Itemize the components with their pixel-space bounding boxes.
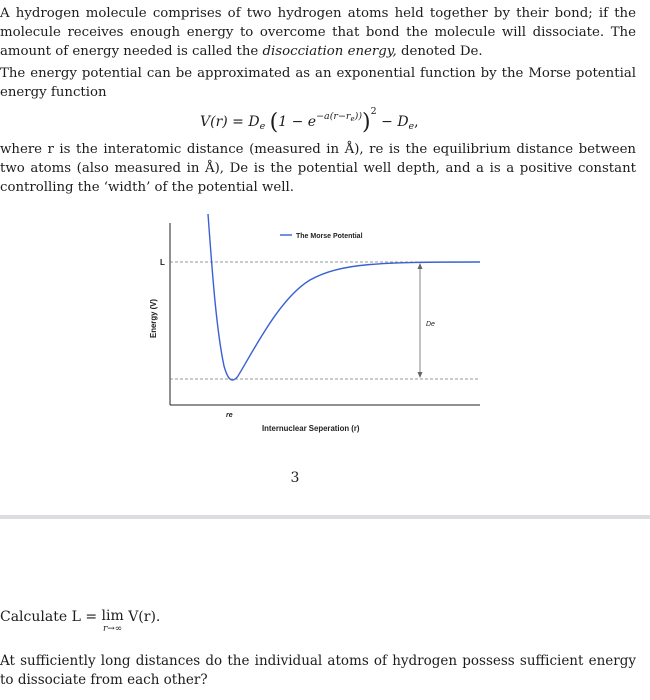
- page-number: 3: [290, 470, 300, 486]
- question-limit: [0, 608, 160, 633]
- legend-label: The Morse Potential: [296, 233, 363, 240]
- where-paragraph: where r is the interatomic distance (measured in Å), re is the equilibrium distance between two atoms (also measured in Å), De is the potential well depth, and a is a positive constant controlling the ‘width’ of the potential well.: [0, 142, 636, 195]
- intro-text-pre: A hydrogen molecule comprises of two hydrogen atoms held together by their bond; if the molecule receives enough energy to overcome that bond the molecule will dissociate. The amount of energy needed is called the: [0, 6, 636, 59]
- de-arrow-head-bottom: [418, 372, 423, 378]
- limit-subscript: r→∞: [102, 624, 123, 634]
- y-tick-label-l: L: [160, 258, 165, 267]
- formula-exponent: −a(r−r: [316, 111, 351, 122]
- potential-intro-paragraph: The energy potential can be approximated as an exponential function by the Morse potential energy function: [0, 66, 636, 100]
- formula-bracket-open: (: [269, 110, 279, 135]
- formula-tail-sub: e: [408, 121, 415, 132]
- formula-power: 2: [370, 106, 377, 117]
- chart-svg: [140, 208, 500, 448]
- annotation-de: De: [426, 321, 435, 328]
- intro-paragraph: [0, 4, 636, 61]
- formula-exponent-sub: e: [350, 115, 355, 123]
- formula-end: ,: [414, 114, 419, 130]
- intro-text-post: denoted De.: [396, 44, 483, 59]
- intro-term: disocciation energy,: [262, 44, 397, 59]
- de-arrow-head-top: [418, 263, 423, 269]
- y-axis-label: Energy (V): [149, 299, 158, 338]
- page-divider: [0, 515, 650, 519]
- question-dissociate: At sufficiently long distances do the individual atoms of hydrogen possess sufficient energy to dissociate from each other?: [0, 653, 636, 688]
- morse-formula: [200, 106, 419, 135]
- question-limit-post: V(r).: [123, 609, 161, 625]
- limit-word: lim: [101, 608, 124, 624]
- formula-one-minus-e: 1 − e: [278, 114, 317, 130]
- x-tick-label-re: re: [226, 412, 233, 419]
- morse-potential-chart: [140, 208, 500, 448]
- formula-lhs: V(r) = D: [200, 114, 260, 130]
- formula-exponent-close: )): [354, 111, 363, 122]
- limit-operator: [102, 608, 124, 633]
- question-limit-pre: Calculate L =: [0, 609, 102, 625]
- formula-tail: − D: [376, 114, 409, 130]
- x-axis-label: Internuclear Seperation (r): [262, 424, 360, 433]
- formula-bracket-close: ): [362, 110, 371, 135]
- formula-lhs-sub: e: [259, 121, 266, 132]
